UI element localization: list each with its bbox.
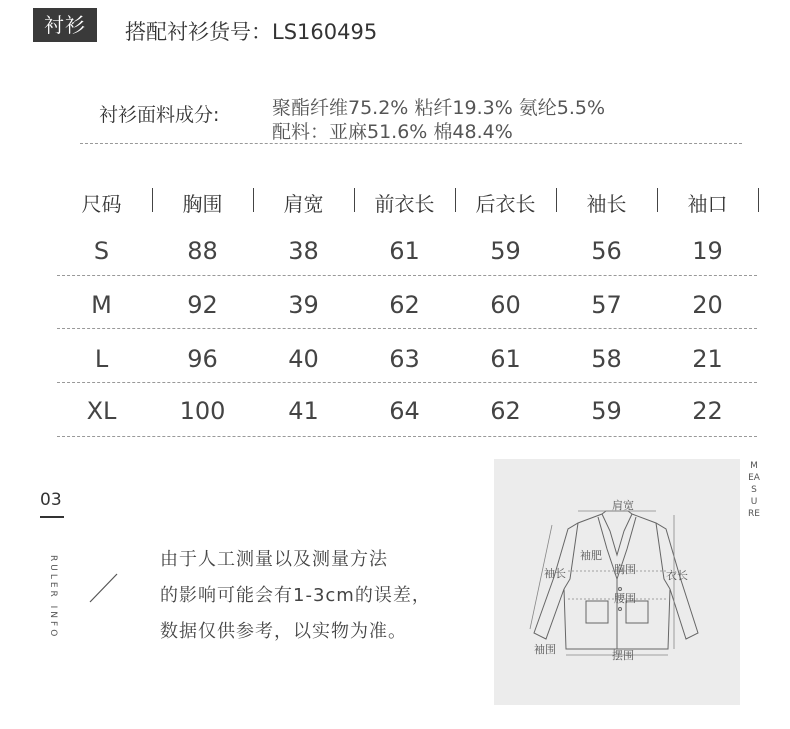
measurement-diagram	[494, 459, 740, 705]
table-cell: 100	[179, 397, 226, 425]
table-cell: M	[91, 291, 112, 319]
fabric-composition-trim: 配料：亚麻51.6% 棉48.4%	[272, 121, 513, 143]
label-shoulder: 肩宽	[612, 499, 634, 512]
header-sleeve-length: 袖长	[586, 192, 627, 216]
table-cell: 96	[187, 345, 218, 373]
fabric-label: 衬衫面料成分:	[99, 104, 220, 126]
table-cell: 20	[692, 291, 723, 319]
item-number: 搭配衬衫货号：LS160495	[125, 20, 378, 44]
note-line-1: 由于人工测量以及测量方法	[160, 549, 388, 570]
header-cuff: 袖口	[687, 192, 728, 216]
column-separator	[758, 188, 759, 212]
table-cell: 56	[591, 237, 622, 265]
header-back-length: 后衣长	[475, 192, 536, 216]
table-cell: 41	[288, 397, 319, 425]
label-armhole: 袖肥	[580, 549, 602, 562]
table-cell: 92	[187, 291, 218, 319]
row-divider	[57, 275, 757, 276]
table-cell: 63	[389, 345, 420, 373]
table-cell: 62	[389, 291, 420, 319]
header-size: 尺码	[81, 192, 122, 216]
label-waist: 腰围	[614, 592, 636, 605]
label-chest: 胸围	[614, 563, 636, 576]
table-cell: S	[93, 237, 110, 265]
table-cell: 64	[389, 397, 420, 425]
note-line-2: 的影响可能会有1-3cm的误差，	[160, 585, 431, 606]
label-length: 衣长	[666, 569, 688, 582]
table-cell: 38	[288, 237, 319, 265]
table-cell: 21	[692, 345, 723, 373]
row-divider	[57, 436, 757, 437]
table-cell: 19	[692, 237, 723, 265]
header-chest: 胸围	[182, 192, 223, 216]
jacket-outline-icon	[494, 459, 740, 705]
note-line-3: 数据仅供参考，以实物为准。	[160, 621, 407, 642]
table-cell: 60	[490, 291, 521, 319]
row-divider	[57, 328, 757, 329]
header-front-length: 前衣长	[374, 192, 435, 216]
section-number-underline	[40, 516, 64, 518]
table-cell: 22	[692, 397, 723, 425]
label-hem: 摆围	[612, 649, 634, 662]
section-number: 03	[40, 490, 62, 510]
table-cell: 40	[288, 345, 319, 373]
table-cell: 88	[187, 237, 218, 265]
slash-decoration	[88, 572, 120, 604]
table-cell: 59	[490, 237, 521, 265]
row-divider	[57, 382, 757, 383]
header-shoulder: 肩宽	[283, 192, 324, 216]
table-cell: 61	[490, 345, 521, 373]
table-cell: 59	[591, 397, 622, 425]
category-tag: 衬衫	[33, 8, 97, 42]
ruler-info-label: RULER INFO	[48, 555, 58, 640]
table-cell: 39	[288, 291, 319, 319]
table-cell: XL	[86, 397, 117, 425]
label-cuff: 袖围	[534, 643, 556, 656]
table-cell: 57	[591, 291, 622, 319]
label-sleeve-length: 袖长	[544, 567, 566, 580]
fabric-composition-main: 聚酯纤维75.2% 粘纤19.3% 氨纶5.5%	[272, 97, 606, 119]
measure-label: MEASURE	[748, 461, 760, 519]
table-cell: 61	[389, 237, 420, 265]
table-cell: 58	[591, 345, 622, 373]
table-cell: L	[94, 345, 109, 373]
table-cell: 62	[490, 397, 521, 425]
divider	[80, 143, 742, 144]
